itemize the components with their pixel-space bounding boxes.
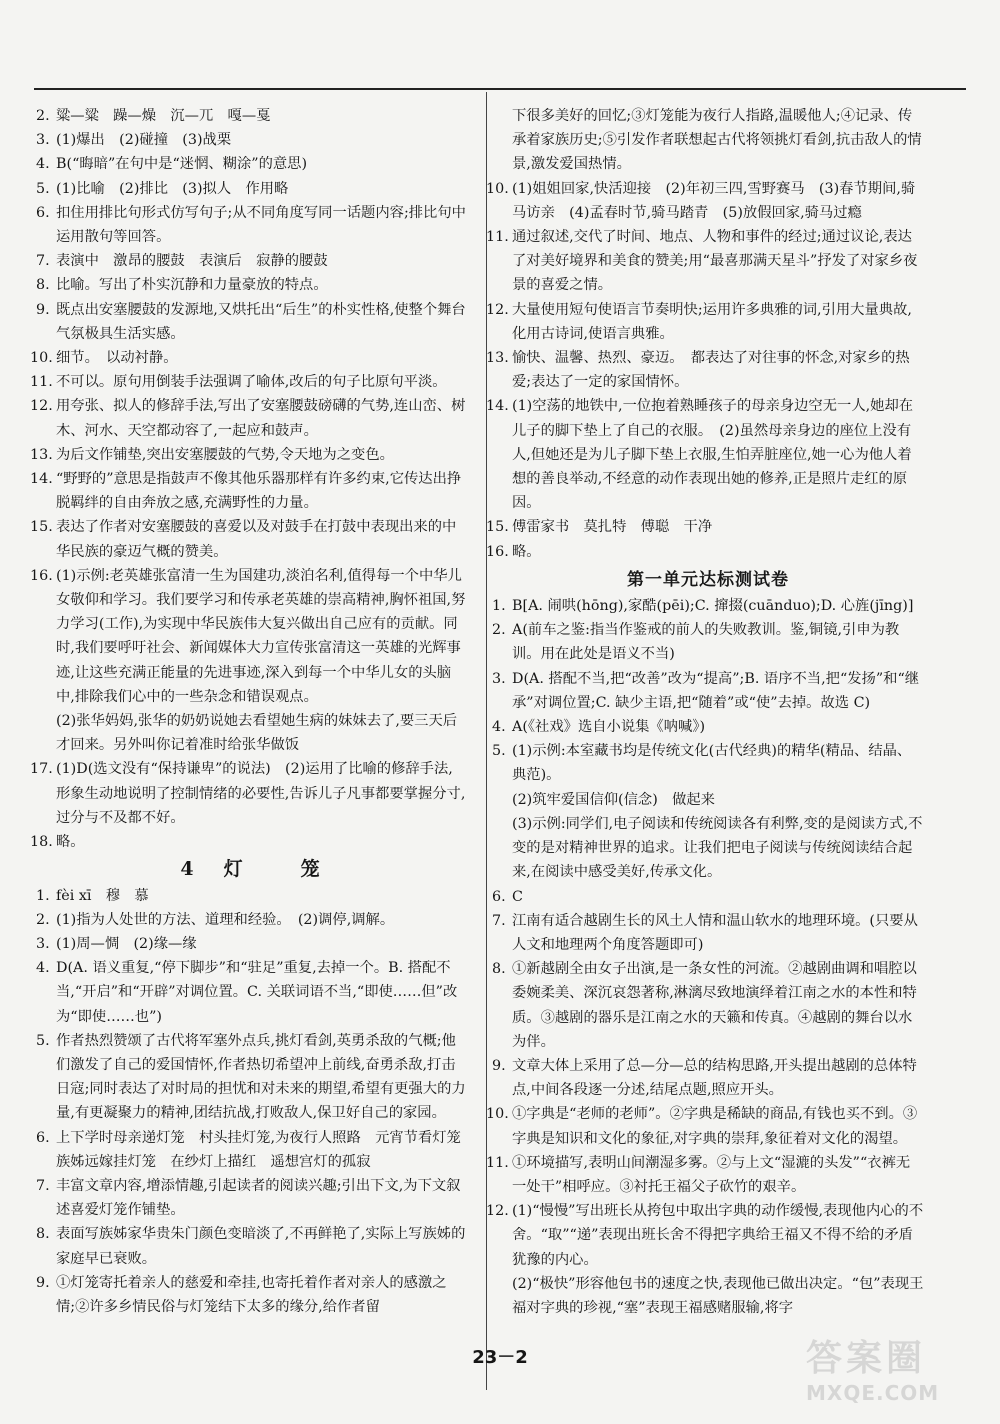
answer-item [30, 830, 466, 854]
answer-number: 5. [36, 1032, 50, 1049]
answer-text: 粱—粱 躁—燥 沉—兀 嘎—戛 [56, 108, 271, 124]
answer-number: 13. [486, 350, 509, 367]
answer-number: 2. [492, 622, 506, 639]
answer-item [486, 394, 924, 515]
answer-item [36, 709, 466, 757]
answer-item [36, 908, 466, 932]
answer-text: C [512, 888, 523, 905]
answer-number: 2. [36, 911, 50, 928]
answer-item [36, 273, 466, 297]
answer-item [492, 1054, 924, 1102]
answer-number: 8. [36, 277, 50, 294]
answer-item [30, 443, 466, 467]
left-column [30, 104, 476, 1319]
answer-number: 10. [30, 350, 53, 367]
answer-text: 略。 [56, 834, 85, 851]
answer-item [492, 1272, 924, 1320]
answer-number: 6. [36, 1129, 50, 1146]
lesson-title-char-1: 灯 [223, 858, 245, 881]
answer-item [36, 201, 466, 249]
answer-number: 15. [30, 519, 53, 536]
answer-text: B(“晦暗”在句中是“迷惘、糊涂”的意思) [56, 156, 308, 173]
answer-number: 1. [492, 598, 506, 615]
answer-item [36, 177, 466, 201]
answer-number: 7. [36, 253, 50, 270]
answer-item [492, 909, 924, 957]
answer-text: 细节。 以动衬静。 [56, 350, 178, 367]
watermark-logo [806, 1330, 966, 1414]
watermark-text: 答案圈 [806, 1337, 927, 1379]
answer-text: 表达了作者对安塞腰鼓的喜爱以及对鼓手在打鼓中表现出来的中华民族的豪迈气概的赞美。 [56, 519, 457, 560]
answer-text: (1)爆出 (2)碰撞 (3)战栗 [56, 132, 232, 149]
answer-number: 11. [486, 229, 509, 246]
answer-text: ①灯笼寄托着亲人的慈爱和牵挂,也寄托着作者对亲人的感激之情;②许多乡情民俗与灯笼结下太多的缘分,给作者留 [56, 1274, 447, 1315]
answer-item [36, 1222, 466, 1270]
answer-item [36, 884, 466, 908]
answer-text: (1)D(选文没有“保持谦卑”的说法) (2)运用了比喻的修辞手法,形象生动地说明了控制情绪的必要性,告诉儿子凡事都要掌握分寸,过分与不及都不好。 [56, 761, 466, 826]
right-column [486, 104, 924, 1320]
answer-item [36, 152, 466, 176]
answer-text: ①字典是“老师的老师”。②字典是稀缺的商品,有钱也买不到。③字典是知识和文化的象征,对字典的崇拜,象征着对文化的渴望。 [512, 1106, 918, 1147]
answer-text: 通过叙述,交代了时间、地点、人物和事件的经过;通过议论,表达了对美好境界和美食的赞美;用“最喜那满天星斗”抒发了对家乡夜景的喜爱之情。 [512, 229, 918, 294]
answer-text: 比喻。写出了朴实沉静和力量豪放的特点。 [56, 277, 328, 294]
answer-number: 6. [492, 888, 506, 905]
answer-item [30, 757, 466, 830]
answer-text: (2)张华妈妈,张华的奶奶说她去看望她生病的妹妹去了,要三天后才回来。另外叫你记着准时给张华做饭 [56, 713, 458, 754]
answer-number: 18. [30, 834, 53, 851]
answer-text: (2)“极快”形容他包书的速度之快,表现他已做出决定。“包”表现王福对字典的珍视,“塞”表现王福感赌服输,将字 [512, 1275, 924, 1316]
answer-item [30, 394, 466, 442]
answer-item [36, 1126, 476, 1174]
answer-number: 14. [30, 471, 53, 488]
answer-number: 7. [492, 912, 506, 929]
answer-number: 4. [36, 156, 50, 173]
answer-item [492, 594, 924, 618]
answer-number: 8. [36, 1226, 50, 1243]
answer-text: (1)“慢慢”写出班长从挎包中取出字典的动作缓慢,表现他内心的不舍。“取”“递”表现出班长舍不得把字典给王福又不得不给的矛盾犹豫的内心。 [512, 1203, 924, 1268]
answer-text: 表面写族姊家华贵朱门颜色变暗淡了,不再鲜艳了,实际上写族姊的家庭早已衰败。 [56, 1226, 466, 1267]
answer-number: 3. [492, 670, 506, 687]
answer-number: 12. [30, 398, 53, 415]
answer-list-prev-lesson [30, 104, 466, 854]
answer-number: 12. [486, 301, 509, 318]
answer-list-unit-test [486, 594, 924, 1320]
answer-number: 9. [36, 301, 50, 318]
lesson-title-char-2: 笼 [300, 858, 322, 881]
answer-number: 2. [36, 108, 50, 124]
answer-item [492, 957, 924, 1054]
answer-text: (1)空荡的地铁中,一位抱着熟睡孩子的母亲身边空无一人,她却在儿子的脚下垫上了自己的衣服。 (2)虽然母亲身边的座位上没有人,但她还是为儿子脚下垫上衣服,生怕弄脏座位,她一心为他人着想的善良举动,不经意的动作表现出她的修养,正是照片走红的原因。 [512, 398, 914, 512]
answer-text: (1)比喻 (2)排比 (3)拟人 作用略 [56, 180, 289, 197]
answer-number: 11. [486, 1154, 509, 1171]
answer-number: 9. [36, 1274, 50, 1291]
answer-text: (1)姐姐回家,快活迎接 (2)年初三四,雪野赛马 (3)春节期间,骑马访亲 (4)孟春时节,骑马踏青 (5)放假回家,骑马过瘾 [512, 180, 916, 221]
answer-text: 江南有适合越剧生长的风土人情和温山软水的地理环境。(只要从人文和地理两个角度答题即可) [512, 912, 918, 953]
answer-text: 为后文作铺垫,突出安塞腰鼓的气势,令天地为之变色。 [56, 446, 394, 463]
answer-text: 文章大体上采用了总—分—总的结构思路,开头提出越剧的总体特点,中间各段逐一分述,结尾点题,照应开头。 [512, 1057, 917, 1099]
answer-number: 14. [486, 398, 509, 415]
lesson-number: 4 [180, 858, 196, 881]
answer-item [486, 346, 924, 394]
answer-item [36, 956, 466, 1029]
answer-text: 丰富文章内容,增添情趣,引起读者的阅读兴趣;引出下文,为下文叙述喜爱灯笼作铺垫。 [56, 1177, 461, 1219]
answer-text: (1)示例:老英雄张富清一生为国建功,淡泊名利,值得每一个中华儿女敬仰和学习。我们要学习和传承老英雄的崇高精神,胸怀祖国,努力学习(工作),为实现中华民族伟大复兴做出自己应有的贡献。同时,我们要呼吁社会、新闻媒体大力宣传张富清这一英雄的光辉事迹,让这些充满正能量的先进事迹,深入到每一个中华儿女的头脑中,排除我们心中的一些杂念和错误观点。 [56, 567, 466, 705]
answer-text: (2)筑牢爱国信仰(信念) 做起来 [512, 791, 715, 808]
answer-item [486, 177, 924, 225]
answer-text: 下很多美好的回忆;③灯笼能为夜行人指路,温暖他人;④记录、传承着家族历史;⑤引发作者联想起古代将领挑灯看剑,抗击敌人的情景,激发爱国热情。 [512, 108, 922, 173]
answer-item [30, 467, 466, 515]
answer-item [486, 1199, 924, 1272]
answer-number: 5. [36, 180, 50, 197]
answer-item [492, 715, 924, 739]
answer-text: A(前车之鉴:指当作鉴戒的前人的失败教训。鉴,铜镜,引申为教训。用在此处是语义不当) [512, 622, 900, 663]
answer-text: (3)示例:同学们,电子阅读和传统阅读各有利弊,变的是阅读方式,不变的是对精神世界的追求。让我们把电子阅读与传统阅读结合起来,在阅读中感受美好,传承文化。 [512, 815, 923, 881]
answer-text: D(A. 搭配不当,把“改善”改为“提高”;B. 语序不当,把“发扬”和“继承”对调位置;C. 缺少主语,把“随着”或“使”去掉。故选 C) [512, 670, 920, 711]
answer-number: 7. [36, 1177, 50, 1194]
answer-text: A(《社戏》选自小说集《呐喊》) [512, 719, 706, 736]
answer-item [36, 932, 466, 956]
answer-text: 上下学时母亲递灯笼 村头挂灯笼,为夜行人照路 元宵节看灯笼 族姊远嫁挂灯笼 在纱灯上描红 遥想宫灯的孤寂 [56, 1129, 476, 1170]
answer-text: 作者热烈赞颂了古代将军塞外点兵,挑灯看剑,英勇杀敌的气概;他们激发了自己的爱国情怀,作者热切希望冲上前线,奋勇杀敌,打击日寇;同时表达了对时局的担忧和对未来的期望,希望有更强大的力量,有更凝聚力的精神,团结抗战,打败敌人,保卫好自己的家园。 [56, 1032, 466, 1122]
answer-text: ①新越剧全由女子出演,是一条女性的河流。②越剧曲调和唱腔以委婉柔美、深沉哀怨著称,淋漓尽致地演绎着江南之水的本性和特质。③越剧的器乐是江南之水的天籁和传真。④越剧的舞台以水为伴。 [512, 961, 917, 1050]
answer-number: 4. [492, 719, 506, 736]
answer-number: 4. [36, 960, 50, 977]
answer-list-continued [486, 104, 924, 564]
answer-item [36, 298, 466, 346]
answer-number: 3. [36, 935, 50, 952]
answer-item [492, 812, 924, 885]
answer-number: 8. [492, 961, 506, 978]
answer-item [486, 298, 924, 346]
answer-item [486, 1102, 924, 1150]
answer-item [492, 104, 924, 177]
answer-number: 1. [36, 887, 50, 904]
watermark-url: MXQE.COM [806, 1381, 940, 1405]
answer-item [36, 104, 466, 128]
unit-test-title: 第一单元达标测试卷 [627, 569, 789, 590]
answer-item [36, 1174, 466, 1222]
answer-item [486, 1151, 924, 1199]
answer-text: fèi xī 穆 慕 [56, 887, 149, 904]
answer-item [30, 564, 466, 709]
answer-number: 13. [30, 446, 53, 463]
answer-text: 用夸张、拟人的修辞手法,写出了安塞腰鼓磅礴的气势,连山峦、树木、河水、天空都动容了,一起应和鼓声。 [56, 398, 466, 439]
answer-number: 5. [492, 743, 506, 760]
answer-item [30, 370, 466, 394]
answer-item [492, 739, 924, 787]
answer-item [492, 788, 924, 812]
answer-item [486, 515, 924, 539]
answer-number: 16. [486, 543, 509, 560]
answer-text: 傅雷家书 莫扎特 傅聪 干净 [512, 519, 713, 536]
answer-item [30, 346, 466, 370]
answer-text: 扣住用排比句形式仿写句子;从不同角度写同一话题内容;排比句中运用散句等回答。 [56, 204, 466, 246]
answer-item [36, 249, 466, 273]
top-rule [34, 88, 966, 90]
answer-number: 10. [486, 180, 509, 197]
answer-text: “野野的”意思是指鼓声不像其他乐器那样有许多约束,它传达出挣脱羁绊的自由奔放之感,充满野性的力量。 [56, 471, 462, 512]
answer-item [492, 618, 924, 666]
answer-item [36, 128, 466, 152]
answer-text: (1)指为人处世的方法、道理和经验。 (2)调停,调解。 [56, 911, 395, 928]
answer-number: 10. [486, 1106, 509, 1123]
answer-text: D(A. 语义重复,“停下脚步”和“驻足”重复,去掉一个。B. 搭配不当,“开启”和“开辟”对调位置。C. 关联词语不当,“即使……但”改为“即使……也”) [56, 960, 458, 1025]
answer-number: 3. [36, 132, 50, 149]
answer-item [492, 885, 924, 909]
answer-number: 15. [486, 519, 509, 536]
answer-text: 大量使用短句使语言节奏明快;运用许多典雅的词,引用大量典故,化用古诗词,使语言典雅。 [512, 301, 912, 342]
answer-text: (1)示例:本室藏书均是传统文化(古代经典)的精华(精品、结晶、典范)。 [512, 743, 912, 784]
answer-number: 6. [36, 204, 50, 221]
column-divider [486, 92, 487, 1390]
answer-text: 不可以。原句用倒装手法强调了喻体,改后的句子比原句平淡。 [56, 374, 447, 391]
answer-list-lantern [36, 884, 476, 1320]
answer-number: 11. [30, 374, 53, 391]
page-number: 23－2 [472, 1347, 528, 1368]
answer-number: 9. [492, 1057, 506, 1074]
answer-item [36, 1271, 466, 1319]
answer-text: (1)周—惆 (2)缘—缘 [56, 935, 197, 952]
answer-item [492, 667, 924, 715]
answer-text: 愉快、温馨、热烈、豪迈。 都表达了对往事的怀念,对家乡的热爱;表达了一定的家国情怀。 [512, 350, 910, 391]
answer-text: B[A. 闹哄(hōng),家酷(pēi);C. 撺掇(cuānduo);D. 心旌(jīng)] [512, 598, 914, 615]
answer-item [486, 225, 924, 298]
answer-text: 既点出安塞腰鼓的发源地,又烘托出“后生”的朴实性格,使整个舞台气氛极具生活实感。 [56, 301, 466, 342]
answer-number: 16. [30, 567, 53, 584]
answer-number: 12. [486, 1203, 509, 1220]
answer-text: 表演中 激昂的腰鼓 表演后 寂静的腰鼓 [56, 253, 328, 270]
answer-item [486, 540, 924, 564]
answer-item [30, 515, 466, 563]
answer-text: 略。 [512, 543, 541, 560]
lesson-title [36, 857, 466, 881]
answer-item [36, 1029, 466, 1126]
answer-number: 17. [30, 761, 53, 778]
answer-text: ①环境描写,表明山间潮湿多雾。②与上文“湿漉的头发”“衣裤无一处干”相呼应。③衬托王福父子砍竹的艰辛。 [512, 1154, 911, 1195]
